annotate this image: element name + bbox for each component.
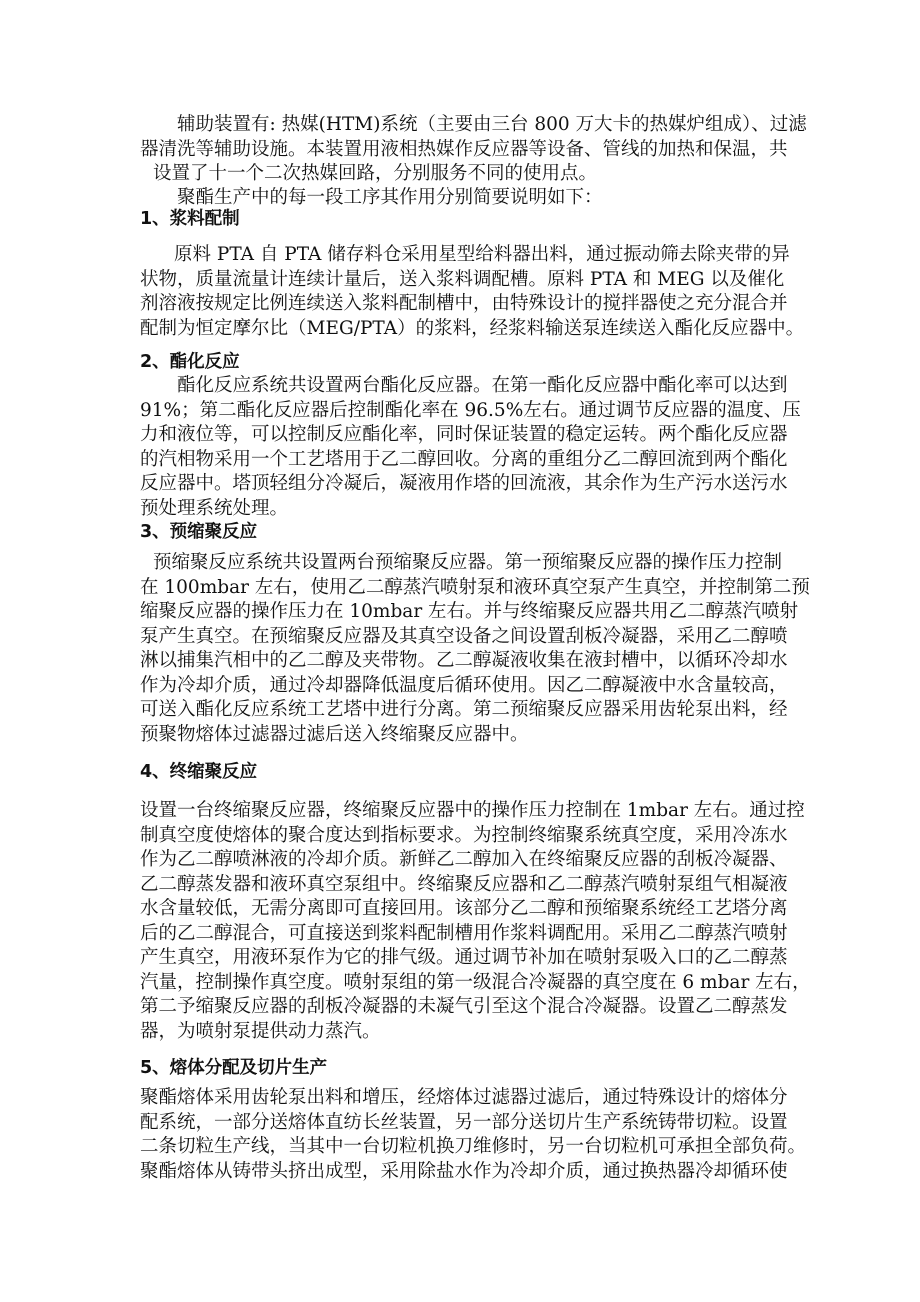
section-5-body xyxy=(140,1086,807,1184)
text-line: 91%；第二酯化反应器后控制酯化率在 96.5%左右。通过调节反应器的温度、压 xyxy=(140,399,801,421)
section-3-body xyxy=(140,551,810,747)
section-heading-2: 2、酯化反应 xyxy=(140,352,240,372)
text-line: 反应器中。塔顶轻组分冷凝后，凝液用作塔的回流液，其余作为生产污水送污水 xyxy=(140,473,788,494)
section-2-body xyxy=(140,374,801,521)
text-line: 预聚物熔体过滤器过滤后送入终缩聚反应器中。 xyxy=(140,723,529,745)
text-line: 在 100mbar 左右，使用乙二醇蒸汽喷射泵和液环真空泵产生真空，并控制第二预 xyxy=(140,576,810,598)
text-line: 器清洗等辅助设施。本装置用液相热媒作反应器等设备、管线的加热和保温，共 xyxy=(140,138,788,160)
section-heading-1: 1、浆料配制 xyxy=(140,209,240,229)
section-1-body xyxy=(140,243,805,341)
text-line: 设置一台终缩聚反应器，终缩聚反应器中的操作压力控制在 1mbar 左右。通过控 xyxy=(140,800,805,821)
text-line: 后的乙二醇混合，可直接送到浆料配制槽用作浆料调配用。采用乙二醇蒸汽喷射 xyxy=(140,922,788,944)
text-line: 二条切粒生产线，当其中一台切粒机换刀维修时，另一台切粒机可承担全部负荷。 xyxy=(140,1136,807,1157)
text-line: 聚酯熔体采用齿轮泵出料和增压，经熔体过滤器过滤后，通过特殊设计的熔体分 xyxy=(140,1087,788,1108)
text-line: 辅助装置有: 热媒(HTM)系统（主要由三台 800 万大卡的热媒炉组成）、过滤 xyxy=(177,114,807,135)
section-heading-3: 3、预缩聚反应 xyxy=(140,522,258,542)
text-line: 设置了十一个二次热媒回路，分别服务不同的使用点。 xyxy=(153,163,598,184)
text-line: 预处理系统处理。 xyxy=(140,497,289,519)
text-line: 力和液位等，可以控制反应酯化率，同时保证装置的稳定运转。两个酯化反应器 xyxy=(140,424,788,445)
text-line: 作为乙二醇喷淋液的冷却介质。新鲜乙二醇加入在终缩聚反应器的刮板冷凝器、 xyxy=(140,849,788,870)
text-line: 可送入酯化反应系统工艺塔中进行分离。第二预缩聚反应器采用齿轮泵出料，经 xyxy=(140,699,788,720)
text-line: 配制为恒定摩尔比（MEG/PTA）的浆料，经浆料输送泵连续送入酯化反应器中。 xyxy=(140,317,805,339)
text-line: 第二予缩聚反应器的刮板冷凝器的未凝气引至这个混合冷凝器。设置乙二醇蒸发 xyxy=(140,996,788,1017)
text-line: 缩聚反应器的操作压力在 10mbar 左右。并与终缩聚反应器共用乙二醇蒸汽喷射 xyxy=(140,601,799,622)
text-line: 状物，质量流量计连续计量后，送入浆料调配槽。原料 PTA 和 MEG 以及催化 xyxy=(140,268,785,290)
text-line: 的汽相物采用一个工艺塔用于乙二醇回收。分离的重组分乙二醇回流到两个酯化 xyxy=(140,448,788,470)
text-line: 产生真空，用液环泵作为它的排气级。通过调节补加在喷射泵吸入口的乙二醇蒸 xyxy=(140,947,788,968)
section-heading-4: 4、终缩聚反应 xyxy=(140,762,258,782)
text-line: 制真空度使熔体的聚合度达到指标要求。为控制终缩聚系统真空度，采用冷冻水 xyxy=(140,824,788,846)
text-line: 原料 PTA 自 PTA 储存料仓采用星型给料器出料，通过振动筛去除夹带的异 xyxy=(174,244,790,265)
text-line: 酯化反应系统共设置两台酯化反应器。在第一酯化反应器中酯化率可以达到 xyxy=(177,375,788,396)
intro-paragraph xyxy=(140,113,807,187)
text-line: 剂溶液按规定比例连续送入浆料配制槽中，由特殊设计的搅拌器使之充分混合并 xyxy=(140,293,788,314)
text-line: 器，为喷射泵提供动力蒸汽。 xyxy=(140,1020,381,1042)
text-line: 乙二醇蒸发器和液环真空泵组中。终缩聚反应器和乙二醇蒸汽喷射泵组气相凝液 xyxy=(140,873,788,895)
text-line: 作为冷却介质，通过冷却器降低温度后循环使用。因乙二醇凝液中水含量较高， xyxy=(140,674,788,696)
text-line: 聚酯生产中的每一段工序其作用分别简要说明如下： xyxy=(177,187,603,208)
text-line: 淋以捕集汽相中的乙二醇及夹带物。乙二醇凝液收集在液封槽中，以循环冷却水 xyxy=(140,650,788,671)
text-line: 泵产生真空。在预缩聚反应器及其真空设备之间设置刮板冷凝器，采用乙二醇喷 xyxy=(140,625,788,647)
text-line: 水含量较低，无需分离即可直接回用。该部分乙二醇和预缩聚系统经工艺塔分离 xyxy=(140,898,788,919)
text-line: 汽量，控制操作真空度。喷射泵组的第一级混合冷凝器的真空度在 6 mbar 左右， xyxy=(140,971,811,993)
section-4-body xyxy=(140,799,811,1044)
text-line: 聚酯熔体从铸带头挤出成型，采用除盐水作为冷却介质，通过换热器冷却循环使 xyxy=(140,1160,788,1182)
text-line: 预缩聚反应系统共设置两台预缩聚反应器。第一预缩聚反应器的操作压力控制 xyxy=(153,552,783,573)
section-heading-5: 5、熔体分配及切片生产 xyxy=(140,1058,328,1078)
text-line: 配系统，一部分送熔体直纺长丝装置，另一部分送切片生产系统铸带切粒。设置 xyxy=(140,1111,788,1133)
